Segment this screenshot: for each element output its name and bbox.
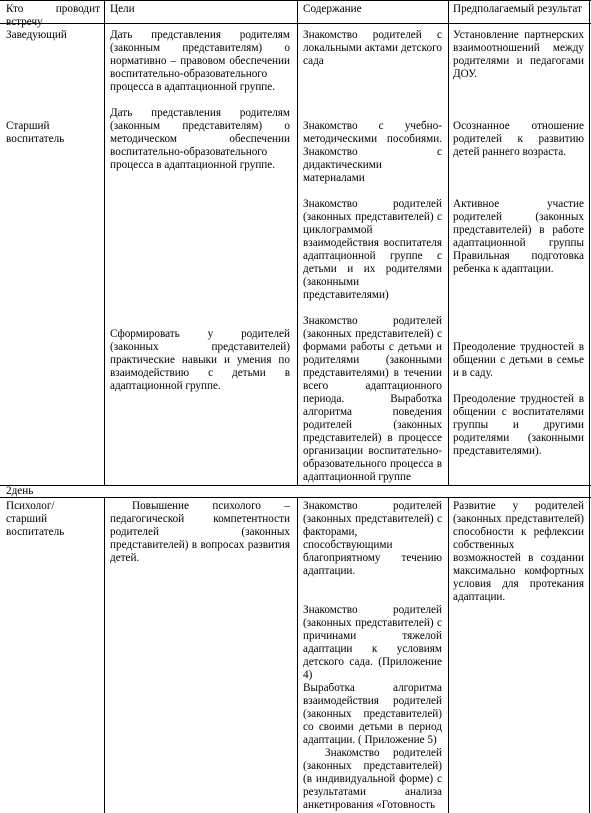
column-divider-2 [297,0,298,485]
senior-content-2: Знакомство родителей (законных представителей) с циклограммой взаимодействия воспитателя адаптационной группе с детьми и их родителями (законными представителями) [303,198,442,301]
psych-content-3: Выработка алгоритма взаимодействия родителей (законных представителей) со своими детьми в период адаптации. ( Приложение 5) [303,682,442,746]
header-who-line2: встречу [6,16,43,28]
psych-goal: Повышение психолого – педагогической компетентности родителей (законных представителей) в вопросах развития детей. [110,500,290,564]
column-divider-3b [448,497,449,813]
senior-result-2: Активное участие родителей (законных представителей) в работе адаптационной группы Правильная подготовка ребенка к адаптации. [453,198,584,275]
column-divider-1 [104,0,105,485]
senior-content-3: Знакомство родителей (законных представителей) с формами работы с детьми и родителями (законными представителями) в течении всего адаптационного периода. Выработка алгоритма поведения родителей (законных представителей) в процессе организации воспитательно-образовательного процесса в адаптационной группе [303,315,442,483]
senior-result-3a: Преодоление трудностей в общении с детьми в семье и в саду. [453,341,584,379]
head-who: Заведующий [6,29,67,41]
senior-who: Старший воспитатель [6,120,65,145]
head-goal: Дать представления родителям (законным представителям) о нормативно – правовом обеспечении воспитательно-образовательного процесса в адаптационной группе. [110,29,290,93]
table-top-border [0,0,591,1]
psych-who: Психолог/ старший воспитатель [6,500,65,538]
header-who-line1: Кто проводит [6,3,100,15]
header-goals: Цели [110,3,135,15]
column-divider-1b [104,497,105,813]
psych-result: Развитие у родителей (законных представителей) способности к рефлексии собственных возможностей в создании максимально комфортных условия для протекания адаптации. [453,500,584,603]
senior-goal-3: Сформировать у родителей (законных представителей) практические навыки и умения по взаимодействию с детьми в адаптационной группе. [110,328,290,392]
psych-content-2: Знакомство родителей (законных представителей) с причинами тяжелой адаптации к условиям детского сада. (Приложение 4) [303,604,442,681]
senior-goal-1: Дать представления родителям (законным представителям) о методическом обеспечении воспитательно-образовательного процесса в адаптационной группе. [110,107,290,171]
head-content: Знакомство родителей с локальными актами детского сада [303,29,442,67]
header-content: Содержание [303,3,362,15]
header-who [6,3,100,29]
psych-content-4: Знакомство родителей (законных представителей) (в индивидуальной форме) с результатами анализа анкетирования «Готовность [303,747,442,811]
day2-label: 2день [6,485,34,497]
column-divider-3 [448,0,449,485]
senior-content-1: Знакомство с учебно-методическими пособиями. Знакомство с дидактическими материалами [303,120,442,184]
head-result: Установление партнерских взаимоотношений между родителями и педагогами ДОУ. [453,29,584,80]
header-result: Предполагаемый результат [453,3,582,15]
psych-content-1: Знакомство родителей (законных представителей) с факторами, способствующими благоприятному течению адаптации. [303,500,442,577]
senior-result-1: Осознанное отношение родителей к развитию детей раннего возраста. [453,120,584,158]
column-divider-2b [297,497,298,813]
column-divider-4 [589,0,590,813]
senior-result-3b: Преодоление трудностей в общении с воспитателями группы и другими родителями (законными представителями). [453,393,584,457]
